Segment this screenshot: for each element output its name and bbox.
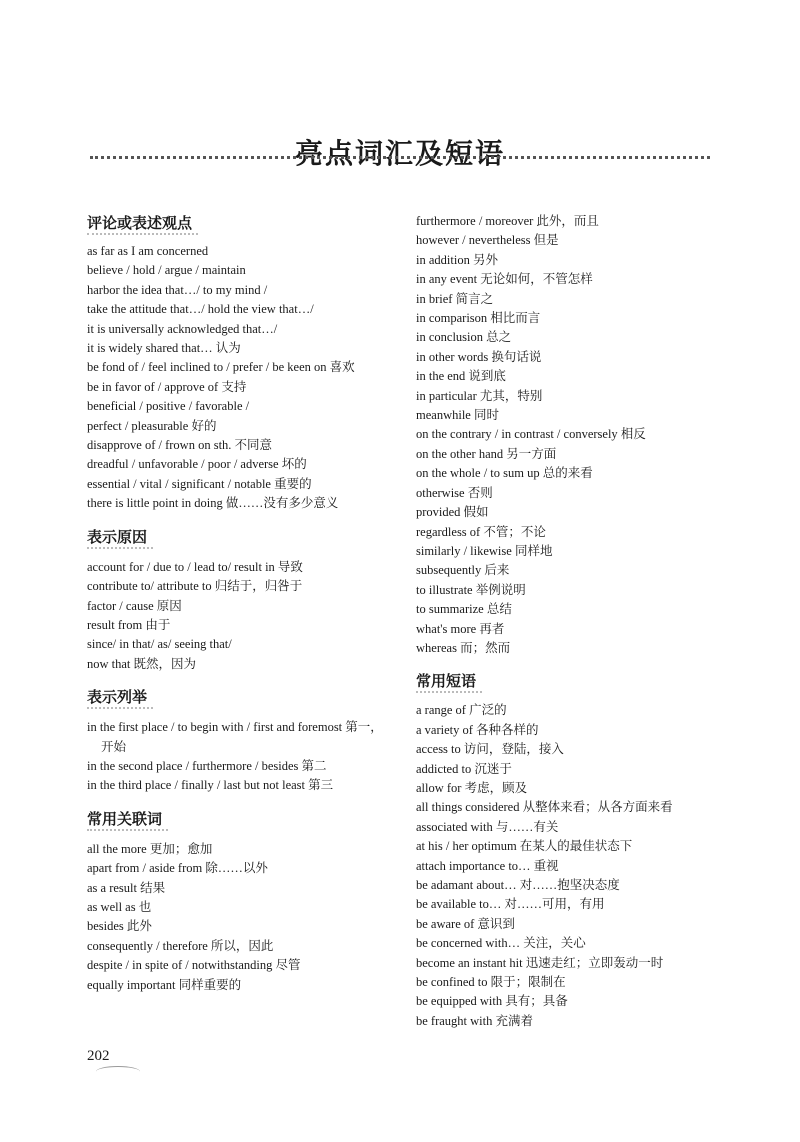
vocab-item: beneficial / positive / favorable / — [87, 399, 250, 414]
vocab-item: take the attitude that…/ hold the view that…/ — [87, 302, 314, 317]
vocab-item: to summarize 总结 — [416, 602, 512, 617]
vocab-list — [87, 718, 387, 796]
vocab-list — [87, 840, 387, 995]
vocab-item: in the third place / finally / last but not least 第三 — [87, 778, 334, 793]
vocab-item: contribute to/ attribute to 归结于，归咎于 — [87, 579, 303, 594]
vocab-item: perfect / pleasurable 好的 — [87, 418, 217, 433]
vocab-item: in the first place / to begin with / first and foremost 第一，开始 — [87, 720, 383, 754]
section-heading: 评论或表述观点 — [87, 212, 198, 235]
vocab-item: as a result 结果 — [87, 880, 166, 895]
vocab-item: in brief 简言之 — [416, 291, 494, 306]
vocab-item: in addition 另外 — [416, 252, 498, 267]
vocab-item: since/ in that/ as/ seeing that/ — [87, 637, 232, 652]
vocab-item: access to 访问，登陆，接入 — [416, 742, 564, 757]
vocab-item: be fraught with 充满着 — [416, 1013, 533, 1028]
vocab-item: equally important 同样重要的 — [87, 977, 242, 992]
page-title: 亮点词汇及短语 — [294, 136, 505, 170]
vocab-item: dreadful / unfavorable / poor / adverse 坏的 — [87, 457, 307, 472]
vocab-item: be adamant about… 对……抱坚决态度 — [416, 878, 620, 892]
vocab-item: as far as I am concerned — [87, 244, 209, 258]
vocab-item: subsequently 后来 — [416, 563, 510, 578]
vocab-item: to illustrate 举例说明 — [416, 582, 526, 597]
vocab-item: in the second place / furthermore / besides 第二 — [87, 758, 327, 773]
vocab-item: factor / cause 原因 — [87, 598, 182, 613]
section-opinions — [87, 212, 387, 514]
section-heading: 表示原因 — [87, 526, 153, 549]
vocab-item: addicted to 沉迷于 — [416, 761, 512, 776]
vocab-item: account for / due to / lead to/ result in 导致 — [87, 559, 303, 574]
vocab-item: be fond of / feel inclined to / prefer / be keen on 喜欢 — [87, 360, 355, 375]
vocab-item: all the more 更加；愈加 — [87, 841, 213, 856]
vocab-item: be confined to 限于；限制在 — [416, 975, 566, 990]
vocab-item: in the end 说到底 — [416, 369, 506, 384]
vocab-item: result from 由于 — [87, 617, 171, 632]
section-heading: 常用关联词 — [87, 808, 168, 831]
vocab-item: in any event 无论如何，不管怎样 — [416, 272, 593, 287]
vocab-item: apart from / aside from 除……以外 — [87, 861, 268, 876]
vocab-item: besides 此外 — [87, 919, 152, 934]
vocab-item: at his / her optimum 在某人的最佳状态下 — [416, 839, 633, 854]
vocab-item: in conclusion 总之 — [416, 330, 512, 345]
vocab-item: as well as 也 — [87, 899, 152, 914]
vocab-item: a range of 广泛的 — [416, 703, 507, 718]
section-heading: 常用短语 — [416, 670, 482, 693]
vocab-item: be aware of 意识到 — [416, 916, 515, 931]
vocab-list — [87, 242, 387, 514]
vocab-item: meanwhile 同时 — [416, 408, 499, 423]
vocab-item: on the other hand 另一方面 — [416, 446, 557, 461]
vocab-item: provided 假如 — [416, 505, 489, 520]
vocab-item: all things considered 从整体来看；从各方面来看 — [416, 800, 673, 815]
vocab-item: furthermore / moreover 此外，而且 — [416, 214, 599, 228]
section-heading: 表示列举 — [87, 686, 153, 709]
vocab-item: be in favor of / approve of 支持 — [87, 379, 247, 394]
vocab-item: in particular 尤其，特别 — [416, 388, 543, 403]
vocab-item: now that 既然，因为 — [87, 656, 197, 671]
vocab-item: allow for 考虑，顾及 — [416, 780, 528, 795]
vocab-item: whereas 而；然而 — [416, 640, 511, 655]
vocab-item: on the whole / to sum up 总的来看 — [416, 466, 593, 481]
vocab-item: be equipped with 具有；具备 — [416, 994, 568, 1009]
section-listing — [87, 686, 387, 796]
vocab-item: be available to… 对……可用，有用 — [416, 897, 605, 912]
vocab-item: a variety of 各种各样的 — [416, 722, 539, 737]
vocab-item: there is little point in doing 做……没有多少意义 — [87, 496, 339, 511]
vocab-item: disapprove of / frown on sth. 不同意 — [87, 438, 273, 453]
vocab-item: become an instant hit 迅速走红；立即轰动一时 — [416, 955, 664, 970]
vocab-item: attach importance to… 重视 — [416, 858, 559, 873]
page-number: 202 — [87, 1048, 110, 1064]
vocab-item: it is widely shared that… 认为 — [87, 341, 241, 356]
vocab-item: regardless of 不管；不论 — [416, 524, 546, 539]
vocab-item: essential / vital / significant / notable 重要的 — [87, 476, 312, 491]
vocab-item: on the contrary / in contrast / conversely 相反 — [416, 427, 646, 442]
vocab-item: however / nevertheless 但是 — [416, 233, 559, 248]
vocab-list — [416, 212, 716, 658]
vocab-item: otherwise 否则 — [416, 485, 493, 500]
vocab-item: associated with 与……有关 — [416, 819, 559, 834]
vocab-list — [87, 558, 387, 674]
vocab-item: similarly / likewise 同样地 — [416, 543, 553, 558]
vocab-item: in comparison 相比而言 — [416, 311, 541, 326]
vocab-item: be concerned with… 关注，关心 — [416, 936, 586, 951]
vocab-item: believe / hold / argue / maintain — [87, 263, 246, 278]
left-column — [87, 212, 387, 995]
section-reasons — [87, 526, 387, 674]
section-connectives-continued — [416, 212, 716, 658]
page-number-ornament — [96, 1066, 140, 1077]
section-phrases — [416, 670, 716, 1031]
vocab-item: in other words 换句话说 — [416, 349, 542, 364]
title-dotted-rule — [90, 156, 710, 159]
vocab-list — [416, 701, 716, 1031]
right-column — [416, 212, 716, 1031]
vocab-item: it is universally acknowledged that…/ — [87, 321, 278, 336]
vocab-item: despite / in spite of / notwithstanding 尽管 — [87, 958, 301, 973]
section-connectives — [87, 808, 387, 995]
vocab-item: consequently / therefore 所以，因此 — [87, 938, 274, 953]
vocab-item: harbor the idea that…/ to my mind / — [87, 282, 268, 297]
vocab-item: what's more 再者 — [416, 621, 505, 636]
